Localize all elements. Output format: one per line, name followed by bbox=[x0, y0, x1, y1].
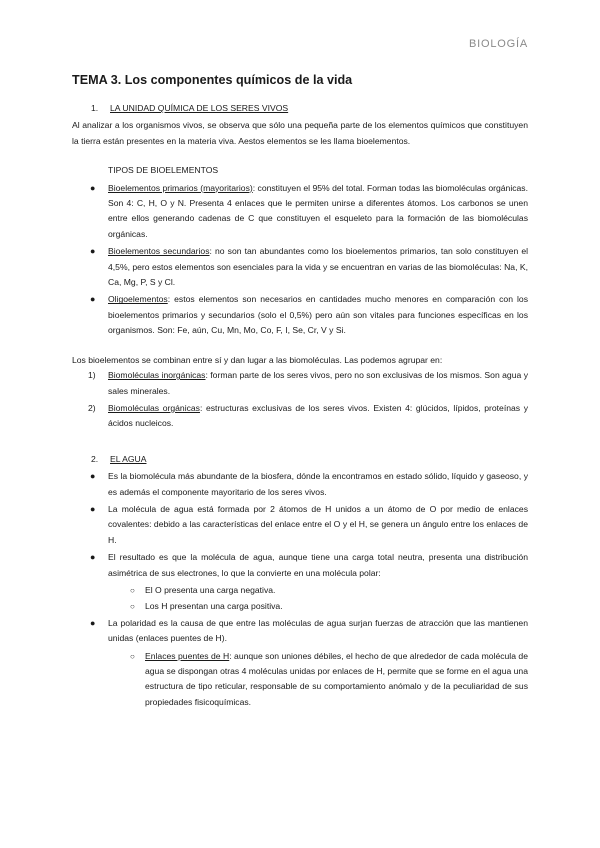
water-bullets-list-continued bbox=[72, 616, 528, 647]
types-heading: TIPOS DE BIOELEMENTOS bbox=[108, 165, 219, 176]
bullet-icon: ● bbox=[90, 246, 96, 257]
circle-bullet-icon: ○ bbox=[130, 602, 135, 612]
list-item-number: 2) bbox=[88, 402, 96, 413]
bullet-icon: ● bbox=[90, 617, 96, 628]
circle-bullet-icon: ○ bbox=[130, 651, 135, 661]
list-item-term: Bioelementos secundarios bbox=[108, 246, 210, 257]
section-1-heading-text: LA UNIDAD QUÍMICA DE LOS SERES VIVOS bbox=[110, 103, 289, 113]
list-item bbox=[72, 649, 528, 711]
list-item bbox=[72, 616, 528, 647]
list-item-term: Bioelementos primarios (mayoritarios) bbox=[108, 182, 253, 193]
bioelement-types-list bbox=[72, 181, 528, 339]
list-item-text: La polaridad es la causa de que entre las moléculas de agua surjan fuerzas de atracción que las mantienen unidas (enlaces puentes de H). bbox=[108, 617, 528, 644]
list-item-text: : estructuras exclusivas de los seres vivos. Existen 4: glúcidos, lípidos, proteínas y ácidos nucleicos. bbox=[108, 402, 528, 429]
list-item-text: Los H presentan una carga positiva. bbox=[145, 601, 283, 612]
list-item-number: 1) bbox=[88, 370, 96, 381]
list-item bbox=[72, 368, 528, 399]
hydrogen-bonds-sublist bbox=[72, 649, 528, 711]
bullet-icon: ● bbox=[90, 471, 96, 482]
bullet-icon: ● bbox=[90, 294, 96, 305]
list-item-text: : forman parte de los seres vivos, pero no son exclusivas de los mismos. Son agua y sales minerales. bbox=[108, 370, 528, 396]
section-2-heading bbox=[91, 452, 528, 467]
biomolecule-groups-list bbox=[72, 368, 528, 432]
list-item bbox=[72, 469, 528, 500]
list-item bbox=[72, 292, 528, 338]
list-item-text: : estos elementos son necesarios en cantidades mucho menores en comparación con los bioelementos primarios y secundarios (solo el 0,5%) pero aún son vitales para funciones específicas en los organismos. Son: Fe, aún, Cu, Mn, Mo, Co, F, I, Se, Cr, V y Si. bbox=[108, 294, 528, 336]
polarity-sublist bbox=[72, 583, 528, 615]
list-item-text: El resultado es que la molécula de agua, aunque tiene una carga total neutra, presenta una distribución asimétrica de sus electrones, lo que la convierte en una molécula polar: bbox=[108, 552, 528, 578]
bullet-icon: ● bbox=[90, 182, 96, 193]
list-item-term: Enlaces puentes de H bbox=[145, 650, 230, 661]
list-item-text: Es la biomolécula más abundante de la biosfera, dónde la encontramos en estado sólido, líquido y gaseoso, y es además el componente mayoritario de los seres vivos. bbox=[108, 471, 528, 497]
list-item bbox=[72, 181, 528, 243]
list-item-term: Biomoléculas inorgánicas bbox=[108, 370, 206, 381]
list-item bbox=[72, 244, 528, 290]
section-1-heading bbox=[91, 101, 528, 116]
section-2-number: 2. bbox=[91, 453, 99, 464]
section-2-heading-text: EL AGUA bbox=[110, 453, 147, 464]
list-item-term: Oligoelementos bbox=[108, 294, 168, 305]
list-item bbox=[72, 599, 528, 614]
list-item bbox=[72, 502, 528, 548]
water-bullets-list bbox=[72, 469, 528, 581]
page-title: TEMA 3. Los componentes químicos de la vida bbox=[72, 73, 353, 87]
list-item-text: La molécula de agua está formada por 2 átomos de H unidos a un átomo de O por medio de enlaces covalentes: debido a las características del enlace entre el O y el H, se genera un ángulo entre los enlaces de H. bbox=[108, 503, 528, 545]
section-1-intro: Al analizar a los organismos vivos, se observa que sólo una pequeña parte de los elementos químicos que constituyen la tierra están presentes en la materia viva. Aestos elementos se les llama bioelementos. bbox=[72, 120, 528, 146]
list-item-text: : aunque son uniones débiles, el hecho de que alrededor de cada molécula de agua se dispongan otras 4 moléculas unidas por enlaces de H, permite que se forme en el agua una estructura de tipo reticular, responsable de su comportamiento anómalo y de la peculiaridad de sus propiedades fisicoquímicas. bbox=[145, 650, 528, 707]
document-page bbox=[72, 72, 528, 711]
list-item-text: El O presenta una carga negativa. bbox=[145, 584, 276, 595]
section-1-number: 1. bbox=[91, 103, 99, 113]
bullet-icon: ● bbox=[90, 503, 96, 514]
header-subject: BIOLOGÍA bbox=[469, 38, 528, 50]
list-item-text: : constituyen el 95% del total. Forman todas las biomoléculas orgánicas. Son 4: C, H, O y N. Presenta 4 enlaces que le permiten unirse a diferentes átomos. Los carbonos se unen entre ellos generando cadenas de C que constituyen el esqueleto para la formación de las biomoléculas orgánicas. bbox=[108, 182, 528, 239]
list-item bbox=[72, 550, 528, 581]
list-item-term: Biomoléculas orgánicas bbox=[108, 402, 200, 413]
groups-intro: Los bioelementos se combinan entre sí y dan lugar a las biomoléculas. Las podemos agrupar en: bbox=[72, 354, 443, 365]
list-item-text: : no son tan abundantes como los bioelementos primarios, tan solo constituyen el 4,5%, pero estos elementos son esenciales para la vida y se encuentran en varias de las biomoléculas: Na, K, Ca, Mg, P, S y Cl. bbox=[108, 246, 529, 288]
circle-bullet-icon: ○ bbox=[130, 585, 135, 595]
list-item bbox=[72, 401, 528, 432]
list-item bbox=[72, 583, 528, 598]
bullet-icon: ● bbox=[90, 552, 96, 563]
